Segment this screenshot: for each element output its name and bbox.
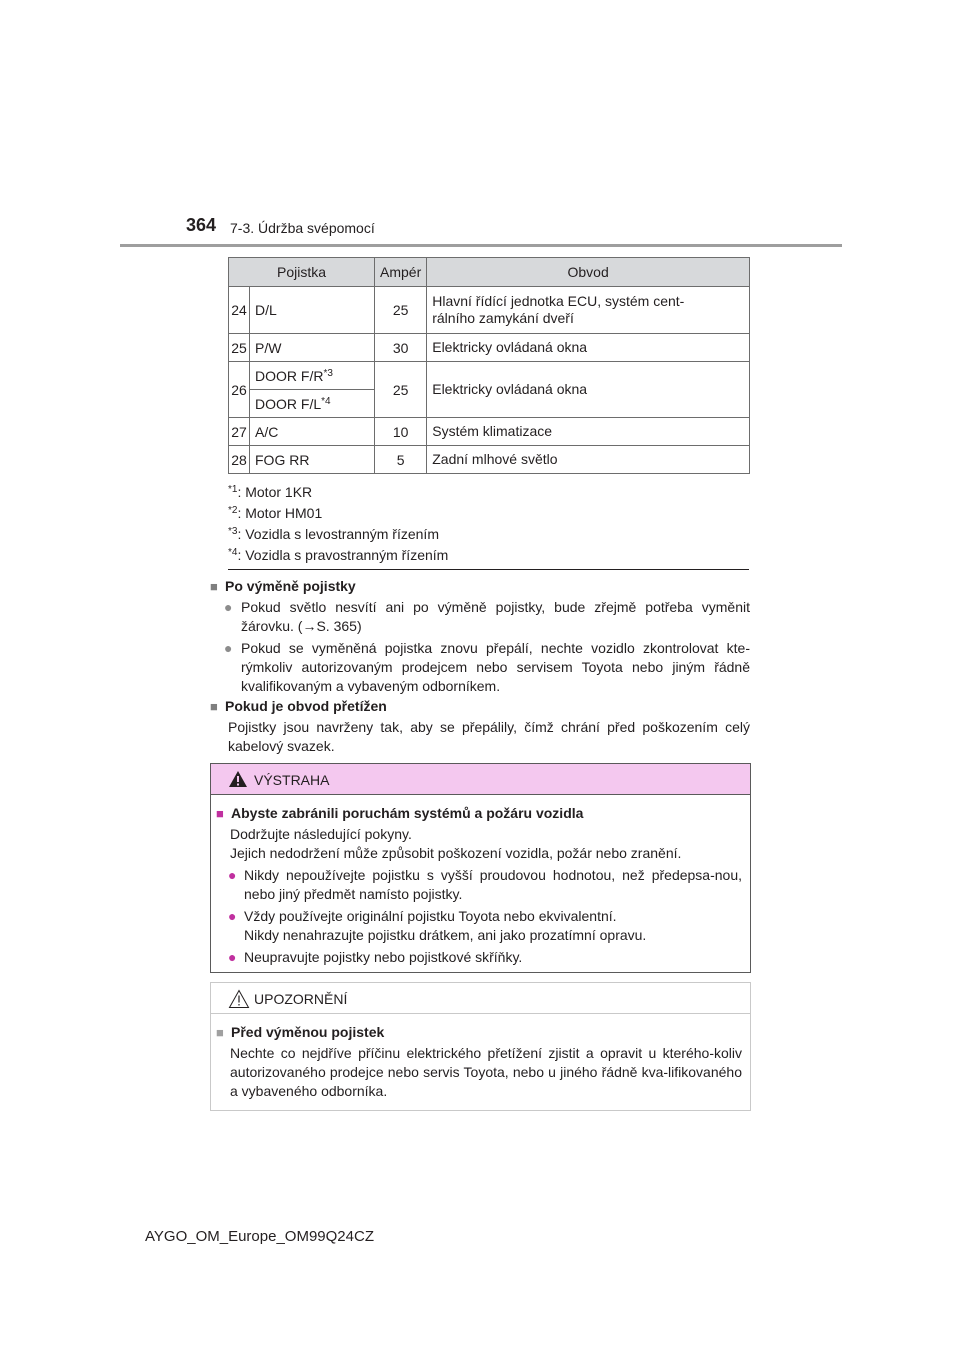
- fuse-circuit: Elektricky ovládaná okna: [427, 334, 750, 362]
- square-bullet-icon: ■: [210, 579, 218, 594]
- warning-triangle-icon: [228, 770, 248, 788]
- document-code: AYGO_OM_Europe_OM99Q24CZ: [145, 1228, 374, 1245]
- fuse-amp: 10: [375, 418, 427, 446]
- table-row: [229, 418, 750, 446]
- column-header: Ampér: [375, 258, 427, 287]
- footnote-mark: *4: [228, 547, 238, 558]
- table-row: [229, 362, 750, 390]
- fuse-amp: 30: [375, 334, 427, 362]
- footnote-mark: *2: [228, 505, 238, 516]
- square-bullet-icon: ■: [216, 806, 224, 821]
- caution-box: [210, 982, 751, 1111]
- fuse-circuit: Hlavní řídící jednotka ECU, systém cent- rálního zamykání dveří: [427, 287, 750, 334]
- circle-bullet-icon: ●: [224, 599, 233, 615]
- list-item: ● Pokud se vyměněná pojistka znovu přepálí, nechte vozidlo zkontrolovat kte-rýmkoliv autorizovaným prodejcem nebo servisem Toyota nebo jiným řádně kvalifikovaným a vybaveným odborníkem.: [224, 640, 750, 694]
- fuse-number: 24: [229, 287, 250, 334]
- square-bullet-icon: ■: [210, 699, 218, 714]
- circle-bullet-icon: ●: [224, 640, 233, 656]
- list-item: ● Nikdy nepoužívejte pojistku s vyšší proudovou hodnotou, než předepsa-nou, nebo jiný předmět namísto pojistky.: [228, 867, 742, 902]
- chapter-title: 7-3. Údržba svépomocí: [230, 220, 375, 236]
- circle-bullet-icon: ●: [228, 908, 237, 924]
- fuse-number: 26: [229, 362, 250, 418]
- warning-box: [210, 763, 751, 973]
- warning-label: VÝSTRAHA: [254, 772, 330, 788]
- fuse-table: [228, 257, 750, 474]
- footnote: $^{*2}$: Motor HM01: [228, 505, 323, 521]
- column-header: Obvod: [427, 258, 750, 287]
- section-after-replacement: [210, 577, 750, 699]
- table-row: [229, 287, 750, 334]
- list-item: ● Neupravujte pojistky nebo pojistkové skříňky.: [228, 949, 523, 965]
- circle-bullet-icon: ●: [228, 949, 237, 965]
- footnote-mark: *3: [228, 526, 238, 537]
- caution-header: [211, 983, 750, 1014]
- fuse-name: A/C: [250, 418, 375, 446]
- table-row: [229, 334, 750, 362]
- footnote: $^{*1}$: Motor 1KR: [228, 484, 313, 500]
- fuse-number: 25: [229, 334, 250, 362]
- fuse-circuit: Systém klimatizace: [427, 418, 750, 446]
- caution-content: [211, 1014, 750, 1101]
- fuse-name: DOOR $F/R^{*3}$: [250, 362, 375, 390]
- section-title: ■ Pokud je obvod přetížen: [210, 698, 387, 714]
- footnotes: [228, 482, 448, 566]
- footnote-ref: *3: [323, 367, 333, 379]
- warning-title: ■ Abyste zabránili poruchám systémů a požáru vozidla: [216, 805, 584, 821]
- fuse-amp: 25: [375, 362, 427, 418]
- fuse-amp: 25: [375, 287, 427, 334]
- footnote: $^{*4}$: Vozidla s pravostranným řízením: [228, 547, 449, 563]
- fuse-number: 27: [229, 418, 250, 446]
- footnote-ref: *4: [321, 395, 331, 407]
- fuse-name: DOOR $F/L^{*4}$: [250, 390, 375, 418]
- table-row: [229, 446, 750, 474]
- list-item: ● Vždy používejte originální pojistku Toyota nebo ekvivalentní. Nikdy nenahrazujte pojistku drátkem, ani jako prozatímní opravu.: [228, 908, 647, 943]
- page-number: 364: [186, 215, 217, 235]
- caution-label: UPOZORNĚNÍ: [254, 991, 348, 1007]
- circle-bullet-icon: ●: [228, 867, 237, 883]
- footnote: $^{*3}$: Vozidla s levostranným řízením: [228, 526, 439, 542]
- caution-triangle-icon: [228, 989, 250, 1009]
- section-title: ■ Po výměně pojistky: [210, 578, 356, 594]
- header-rule: [120, 244, 842, 247]
- warning-intro: Dodržujte následující pokyny. Jejich nedodržení může způsobit poškození vozidla, požár nebo zranění.: [230, 826, 682, 861]
- column-header: Pojistka: [229, 258, 375, 287]
- caution-title: ■ Před výměnou pojistek: [216, 1024, 385, 1040]
- caution-text: Nechte co nejdříve příčinu elektrického přetížení zjistit a opravit u kterého-koliv autorizovaného prodejce nebo servis Toyota, nebo u jiného řádně kva-lifikovaného a vybaveného odborníka.: [230, 1045, 742, 1099]
- section-overload: [210, 697, 750, 756]
- square-bullet-icon: ■: [216, 1025, 224, 1040]
- fuse-amp: 5: [375, 446, 427, 474]
- fuse-name: D/L: [250, 287, 375, 334]
- fuse-name: FOG RR: [250, 446, 375, 474]
- fuse-circuit: Elektricky ovládaná okna: [427, 362, 750, 418]
- fuse-number: 28: [229, 446, 250, 474]
- section-divider: [228, 569, 749, 570]
- section-text: Pojistky jsou navrženy tak, aby se přepálily, čímž chrání před poškozením celý kabelový svazek.: [228, 719, 750, 754]
- fuse-circuit: Zadní mlhové světlo: [427, 446, 750, 474]
- fuse-name: P/W: [250, 334, 375, 362]
- footnote-mark: *1: [228, 484, 238, 495]
- warning-content: [211, 795, 750, 967]
- warning-header: [211, 764, 750, 795]
- table-header-row: [229, 258, 750, 287]
- list-item: ● Pokud světlo nesvítí ani po výměně pojistky, bude zřejmě potřeba vyměnit žárovku. (→S. 365): [224, 599, 750, 634]
